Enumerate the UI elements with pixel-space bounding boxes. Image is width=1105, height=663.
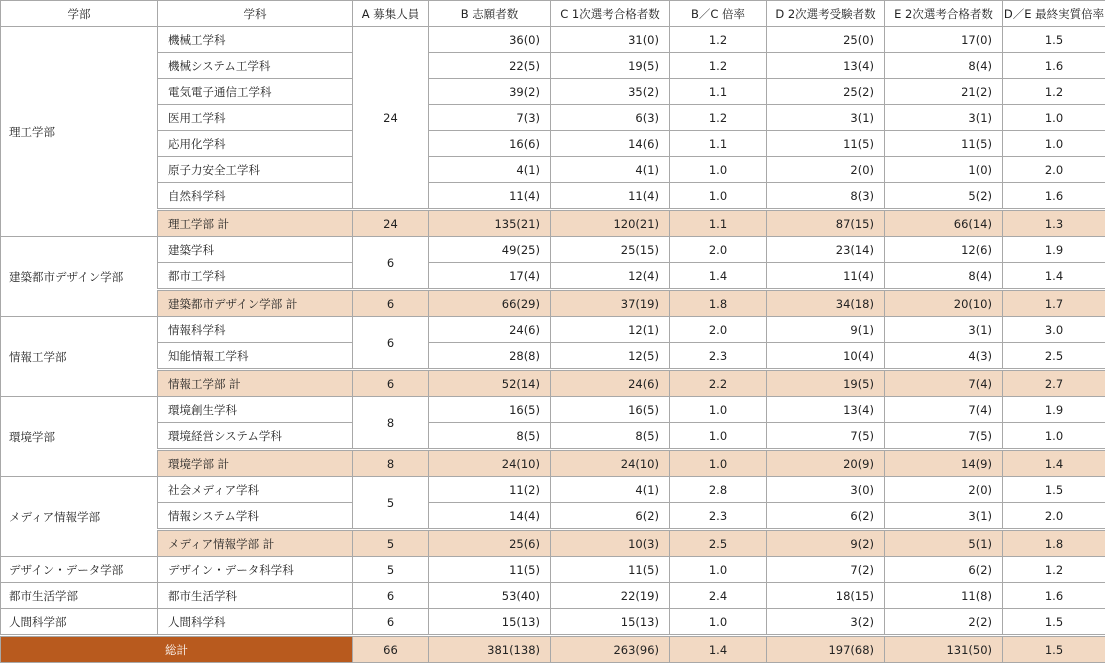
bc-ratio-cell: 1.8 [670,290,767,317]
first-passers-cell: 14(6) [551,131,670,157]
table-row [1,557,1105,583]
de-ratio-cell: 1.9 [1003,397,1105,423]
second-examinees-cell: 9(2) [767,530,885,557]
header-second-passers: E 2次選考合格者数 [885,1,1003,27]
table-row [1,343,1105,370]
bc-ratio-cell: 1.2 [670,53,767,79]
second-examinees-cell: 34(18) [767,290,885,317]
bc-ratio-cell: 1.4 [670,263,767,290]
second-examinees-cell: 6(2) [767,503,885,530]
de-ratio-cell: 2.5 [1003,343,1105,370]
department-name: 社会メディア学科 [158,477,353,503]
first-passers-cell: 263(96) [551,636,670,663]
first-passers-cell: 24(6) [551,370,670,397]
de-ratio-cell: 1.3 [1003,210,1105,237]
first-passers-cell: 15(13) [551,609,670,636]
faculty-name: 都市生活学部 [1,583,158,609]
second-examinees-cell: 8(3) [767,183,885,210]
second-examinees-cell: 13(4) [767,397,885,423]
table-row [1,263,1105,290]
department-name: 都市生活学科 [158,583,353,609]
second-passers-cell: 3(1) [885,503,1003,530]
bc-ratio-cell: 1.1 [670,131,767,157]
bc-ratio-cell: 1.2 [670,105,767,131]
second-passers-cell: 5(1) [885,530,1003,557]
first-passers-cell: 8(5) [551,423,670,450]
bc-ratio-cell: 2.4 [670,583,767,609]
first-passers-cell: 12(5) [551,343,670,370]
capacity-cell: 8 [353,450,429,477]
de-ratio-cell: 1.7 [1003,290,1105,317]
applicants-cell: 16(5) [429,397,551,423]
first-passers-cell: 22(19) [551,583,670,609]
capacity-cell: 24 [353,27,429,210]
second-passers-cell: 131(50) [885,636,1003,663]
second-passers-cell: 7(5) [885,423,1003,450]
de-ratio-cell: 1.6 [1003,183,1105,210]
capacity-cell: 66 [353,636,429,663]
applicants-cell: 17(4) [429,263,551,290]
second-examinees-cell: 7(5) [767,423,885,450]
department-name: 知能情報工学科 [158,343,353,370]
de-ratio-cell: 1.8 [1003,530,1105,557]
second-passers-cell: 8(4) [885,263,1003,290]
first-passers-cell: 120(21) [551,210,670,237]
faculty-name: 建築都市デザイン学部 [1,237,158,317]
bc-ratio-cell: 2.3 [670,343,767,370]
second-passers-cell: 21(2) [885,79,1003,105]
table-row [1,79,1105,105]
capacity-cell: 5 [353,530,429,557]
header-first-passers: C 1次選考合格者数 [551,1,670,27]
applicants-cell: 24(6) [429,317,551,343]
department-name: 都市工学科 [158,263,353,290]
bc-ratio-cell: 2.8 [670,477,767,503]
second-passers-cell: 2(0) [885,477,1003,503]
department-name: 環境創生学科 [158,397,353,423]
applicants-cell: 25(6) [429,530,551,557]
de-ratio-cell: 1.0 [1003,105,1105,131]
de-ratio-cell: 1.0 [1003,131,1105,157]
subtotal-label: 情報工学部 計 [158,370,353,397]
second-examinees-cell: 18(15) [767,583,885,609]
capacity-cell: 6 [353,237,429,290]
first-passers-cell: 24(10) [551,450,670,477]
first-passers-cell: 19(5) [551,53,670,79]
second-passers-cell: 4(3) [885,343,1003,370]
first-passers-cell: 11(5) [551,557,670,583]
applicants-cell: 39(2) [429,79,551,105]
header-faculty: 学部 [1,1,158,27]
header-row [1,1,1105,27]
capacity-cell: 6 [353,583,429,609]
bc-ratio-cell: 1.0 [670,609,767,636]
applicants-cell: 135(21) [429,210,551,237]
bc-ratio-cell: 1.1 [670,79,767,105]
faculty-name: 情報工学部 [1,317,158,397]
header-second-examinees: D 2次選考受験者数 [767,1,885,27]
department-name: デザイン・データ科学科 [158,557,353,583]
table-row [1,317,1105,343]
second-examinees-cell: 3(1) [767,105,885,131]
bc-ratio-cell: 1.0 [670,450,767,477]
applicants-cell: 8(5) [429,423,551,450]
de-ratio-cell: 1.9 [1003,237,1105,263]
second-passers-cell: 14(9) [885,450,1003,477]
second-passers-cell: 17(0) [885,27,1003,53]
de-ratio-cell: 2.0 [1003,157,1105,183]
bc-ratio-cell: 1.0 [670,423,767,450]
capacity-cell: 5 [353,557,429,583]
subtotal-row [1,450,1105,477]
applicants-cell: 7(3) [429,105,551,131]
applicants-cell: 15(13) [429,609,551,636]
applicants-cell: 36(0) [429,27,551,53]
de-ratio-cell: 1.4 [1003,263,1105,290]
grand-total-row [1,636,1105,663]
table-row [1,477,1105,503]
first-passers-cell: 37(19) [551,290,670,317]
second-examinees-cell: 10(4) [767,343,885,370]
table-row [1,53,1105,79]
de-ratio-cell: 1.6 [1003,583,1105,609]
table-row [1,503,1105,530]
second-passers-cell: 7(4) [885,397,1003,423]
department-name: 電気電子通信工学科 [158,79,353,105]
second-passers-cell: 3(1) [885,105,1003,131]
second-examinees-cell: 25(2) [767,79,885,105]
applicants-cell: 4(1) [429,157,551,183]
applicants-cell: 11(2) [429,477,551,503]
second-examinees-cell: 19(5) [767,370,885,397]
faculty-name: 環境学部 [1,397,158,477]
faculty-name: デザイン・データ学部 [1,557,158,583]
table-row [1,183,1105,210]
faculty-name: 人間科学部 [1,609,158,636]
department-name: 人間科学科 [158,609,353,636]
capacity-cell: 5 [353,477,429,530]
second-examinees-cell: 13(4) [767,53,885,79]
second-passers-cell: 20(10) [885,290,1003,317]
capacity-cell: 6 [353,290,429,317]
first-passers-cell: 4(1) [551,477,670,503]
de-ratio-cell: 1.5 [1003,609,1105,636]
second-passers-cell: 11(8) [885,583,1003,609]
de-ratio-cell: 3.0 [1003,317,1105,343]
de-ratio-cell: 2.0 [1003,503,1105,530]
subtotal-label: 環境学部 計 [158,450,353,477]
de-ratio-cell: 1.6 [1003,53,1105,79]
bc-ratio-cell: 1.2 [670,27,767,53]
de-ratio-cell: 1.5 [1003,27,1105,53]
table-row [1,105,1105,131]
applicants-cell: 24(10) [429,450,551,477]
applicants-cell: 381(138) [429,636,551,663]
first-passers-cell: 11(4) [551,183,670,210]
bc-ratio-cell: 1.0 [670,157,767,183]
department-name: 環境経営システム学科 [158,423,353,450]
second-passers-cell: 8(4) [885,53,1003,79]
de-ratio-cell: 2.7 [1003,370,1105,397]
table-row [1,237,1105,263]
first-passers-cell: 31(0) [551,27,670,53]
header-capacity: A 募集人員 [353,1,429,27]
applicants-cell: 16(6) [429,131,551,157]
subtotal-row [1,210,1105,237]
subtotal-label: メディア情報学部 計 [158,530,353,557]
second-examinees-cell: 25(0) [767,27,885,53]
de-ratio-cell: 1.5 [1003,636,1105,663]
de-ratio-cell: 1.0 [1003,423,1105,450]
second-examinees-cell: 3(2) [767,609,885,636]
faculty-name: メディア情報学部 [1,477,158,557]
header-de-ratio: D／E 最終実質倍率 [1003,1,1105,27]
table-row [1,397,1105,423]
department-name: 自然科学科 [158,183,353,210]
bc-ratio-cell: 2.5 [670,530,767,557]
second-examinees-cell: 9(1) [767,317,885,343]
applicants-cell: 52(14) [429,370,551,397]
first-passers-cell: 6(2) [551,503,670,530]
department-name: 原子力安全工学科 [158,157,353,183]
first-passers-cell: 35(2) [551,79,670,105]
applicants-cell: 11(4) [429,183,551,210]
applicants-cell: 66(29) [429,290,551,317]
subtotal-row [1,290,1105,317]
first-passers-cell: 6(3) [551,105,670,131]
applicants-cell: 11(5) [429,557,551,583]
department-name: 情報システム学科 [158,503,353,530]
bc-ratio-cell: 1.1 [670,210,767,237]
first-passers-cell: 16(5) [551,397,670,423]
capacity-cell: 24 [353,210,429,237]
bc-ratio-cell: 1.4 [670,636,767,663]
second-passers-cell: 12(6) [885,237,1003,263]
applicants-cell: 22(5) [429,53,551,79]
applicants-cell: 14(4) [429,503,551,530]
second-passers-cell: 1(0) [885,157,1003,183]
department-name: 情報科学科 [158,317,353,343]
applicants-cell: 49(25) [429,237,551,263]
faculty-name: 理工学部 [1,27,158,237]
first-passers-cell: 10(3) [551,530,670,557]
bc-ratio-cell: 2.0 [670,317,767,343]
department-name: 医用工学科 [158,105,353,131]
second-passers-cell: 5(2) [885,183,1003,210]
table-row [1,423,1105,450]
capacity-cell: 6 [353,609,429,636]
second-examinees-cell: 3(0) [767,477,885,503]
second-examinees-cell: 2(0) [767,157,885,183]
second-examinees-cell: 197(68) [767,636,885,663]
department-name: 建築学科 [158,237,353,263]
bc-ratio-cell: 2.3 [670,503,767,530]
de-ratio-cell: 1.5 [1003,477,1105,503]
bc-ratio-cell: 1.0 [670,397,767,423]
second-passers-cell: 2(2) [885,609,1003,636]
capacity-cell: 8 [353,397,429,450]
subtotal-row [1,370,1105,397]
de-ratio-cell: 1.2 [1003,557,1105,583]
second-examinees-cell: 7(2) [767,557,885,583]
second-examinees-cell: 11(5) [767,131,885,157]
department-name: 機械システム工学科 [158,53,353,79]
second-examinees-cell: 20(9) [767,450,885,477]
header-bc-ratio: B／C 倍率 [670,1,767,27]
capacity-cell: 6 [353,317,429,370]
first-passers-cell: 4(1) [551,157,670,183]
first-passers-cell: 12(1) [551,317,670,343]
subtotal-row [1,530,1105,557]
second-passers-cell: 66(14) [885,210,1003,237]
second-examinees-cell: 11(4) [767,263,885,290]
bc-ratio-cell: 2.0 [670,237,767,263]
table-row [1,609,1105,636]
bc-ratio-cell: 1.0 [670,183,767,210]
second-passers-cell: 7(4) [885,370,1003,397]
subtotal-label: 建築都市デザイン学部 計 [158,290,353,317]
capacity-cell: 6 [353,370,429,397]
de-ratio-cell: 1.2 [1003,79,1105,105]
de-ratio-cell: 1.4 [1003,450,1105,477]
second-passers-cell: 6(2) [885,557,1003,583]
second-passers-cell: 3(1) [885,317,1003,343]
grand-total-label: 総計 [1,636,353,663]
table-row [1,157,1105,183]
table-row [1,131,1105,157]
bc-ratio-cell: 2.2 [670,370,767,397]
first-passers-cell: 25(15) [551,237,670,263]
subtotal-label: 理工学部 計 [158,210,353,237]
first-passers-cell: 12(4) [551,263,670,290]
applicants-cell: 28(8) [429,343,551,370]
department-name: 機械工学科 [158,27,353,53]
applicants-cell: 53(40) [429,583,551,609]
header-applicants: B 志願者数 [429,1,551,27]
second-examinees-cell: 23(14) [767,237,885,263]
department-name: 応用化学科 [158,131,353,157]
header-department: 学科 [158,1,353,27]
second-examinees-cell: 87(15) [767,210,885,237]
second-passers-cell: 11(5) [885,131,1003,157]
bc-ratio-cell: 1.0 [670,557,767,583]
table-row [1,583,1105,609]
table-row [1,27,1105,53]
